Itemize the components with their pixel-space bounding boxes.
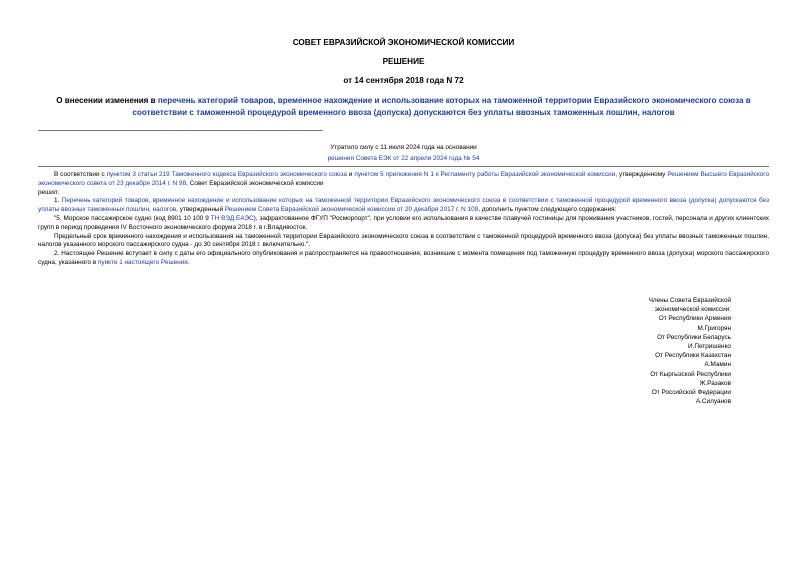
signature-block	[649, 296, 731, 406]
status-note	[38, 142, 769, 164]
signature-line: От Республики Казахстан	[655, 352, 731, 360]
signature-line: От Республики Беларусь	[657, 333, 731, 341]
signature-line: А.Силуанов	[695, 398, 731, 406]
document-type: РЕШЕНИЕ	[382, 57, 425, 66]
signature-line: От Кыргызской Республики	[650, 370, 731, 378]
repeal-decision-link[interactable]: решения Совета ЕЭК от 22 апреля 2024 года № 54	[327, 155, 480, 162]
paragraph-new-item-5: "5. Морское пассажирское судно (код 8901 10 100 9 ТН ВЭД ЕАЭС), зафрахтованное ФГУП "Росморпорт", при условии его использования в качестве плавучей гостиницы для проживания участников, гостей, персонала и других клиентских групп в период проведения IV Восточного экономического форума 2018 г. в г.Владивосток.	[38, 214, 769, 231]
document-body	[38, 171, 769, 268]
paragraph-item-1: 1. Перечень категорий товаров, временное нахождение и использование которых на таможенной территории Евразийского экономического союза в соответствии с таможенной процедурой временного ввоза (допуска) допускаются без уплаты ввозных таможенных пошлин, налогов, утвержденный Решением Совета Евразийской экономической комиссии от 20 декабря 2017 г. N 109, дополнить пунктом следующего содержания:	[38, 197, 769, 214]
paragraph-time-limit: Предельный срок временного нахождения и использования на таможенной территории Евразийского экономического союза в соответствии с таможенной процедурой временного ввоза (допуска) без уплаты ввозных таможенных пошлин, налогов указанного морского пассажирского судна - до 30 сентября 2018 г. включительно.".	[38, 232, 769, 249]
issuing-body: СОВЕТ ЕВРАЗИЙСКОЙ ЭКОНОМИЧЕСКОЙ КОМИССИИ	[292, 38, 515, 47]
document-date-number: от 14 сентября 2018 года N 72	[343, 76, 464, 85]
category-list-link[interactable]: Перечень категорий товаров, временное нахождение и использование которых на таможенной территории Евразийского экономического союза в соответствии с таможенной процедурой временного ввоза (допуска) допускаются без уплаты ввозных таможенных пошлин, налогов	[38, 197, 769, 214]
signature-line: Члены Совета Евразийской	[648, 297, 731, 304]
signature-line: Ж.Разаков	[699, 379, 731, 387]
signature-line: экономической комиссии:	[654, 306, 731, 314]
customs-code-link[interactable]: пунктом 3 статьи 219 Таможенного кодекса Евразийского экономического союза	[106, 171, 347, 178]
supreme-council-decision-link[interactable]: Решением Высшего Евразийского экономического совета от 23 декабря 2014 г. N 98	[38, 171, 770, 187]
title-list-link[interactable]: перечень категорий товаров, временное нахождение и использование которых на таможенной территории Евразийского экономического союза в соответствии с таможенной процедурой временного ввоза (допуска) допускаются без уплаты ввозных таможенных пошлин, налогов	[132, 96, 751, 117]
title-prefix: О внесении изменения в	[56, 96, 158, 105]
divider-short	[38, 130, 323, 131]
item-1-link[interactable]: пункте 1 настоящего Решения	[97, 258, 188, 266]
paragraph-item-2: 2. Настоящее Решение вступает в силу с даты его официального опубликования и распространяется на правоотношения, возникшие с момента помещения под таможенную процедуру временного ввоза (допуска) морского пассажирского судна, указанного в пункте 1 настоящего Решения.	[38, 250, 769, 266]
signature-line: А.Мамин	[704, 361, 731, 369]
signature-line: От Российской Федерации	[651, 389, 731, 397]
status-text: Утратило силу с 11 июля 2024 года на основании	[330, 144, 477, 151]
signature-line: И.Петришенко	[688, 343, 731, 351]
tn-ved-link[interactable]: ТН ВЭД ЕАЭС	[210, 214, 254, 222]
signature-line: М.Григорян	[697, 324, 731, 332]
paragraph-preamble: В соответствии с пунктом 3 статьи 219 Таможенного кодекса Евразийского экономического союза и пунктом 5 приложения N 1 к Регламенту работы Евразийской экономической комиссии, утвержденному Решением Высшего Евразийского экономического совета от 23 декабря 2014 г. N 98, Совет Евразийской экономической комиссии	[38, 171, 770, 187]
divider-full	[38, 166, 769, 167]
paragraph-resolved: решил:	[38, 188, 60, 196]
regulation-link[interactable]: пунктом 5 приложения N 1 к Регламенту работы Евразийской экономической комиссии	[354, 171, 616, 178]
signature-line: От Республики Армения	[658, 315, 731, 323]
council-decision-109-link[interactable]: Решением Совета Евразийской экономической комиссии от 20 декабря 2017 г. N 109	[224, 206, 479, 214]
document-title	[38, 95, 769, 118]
